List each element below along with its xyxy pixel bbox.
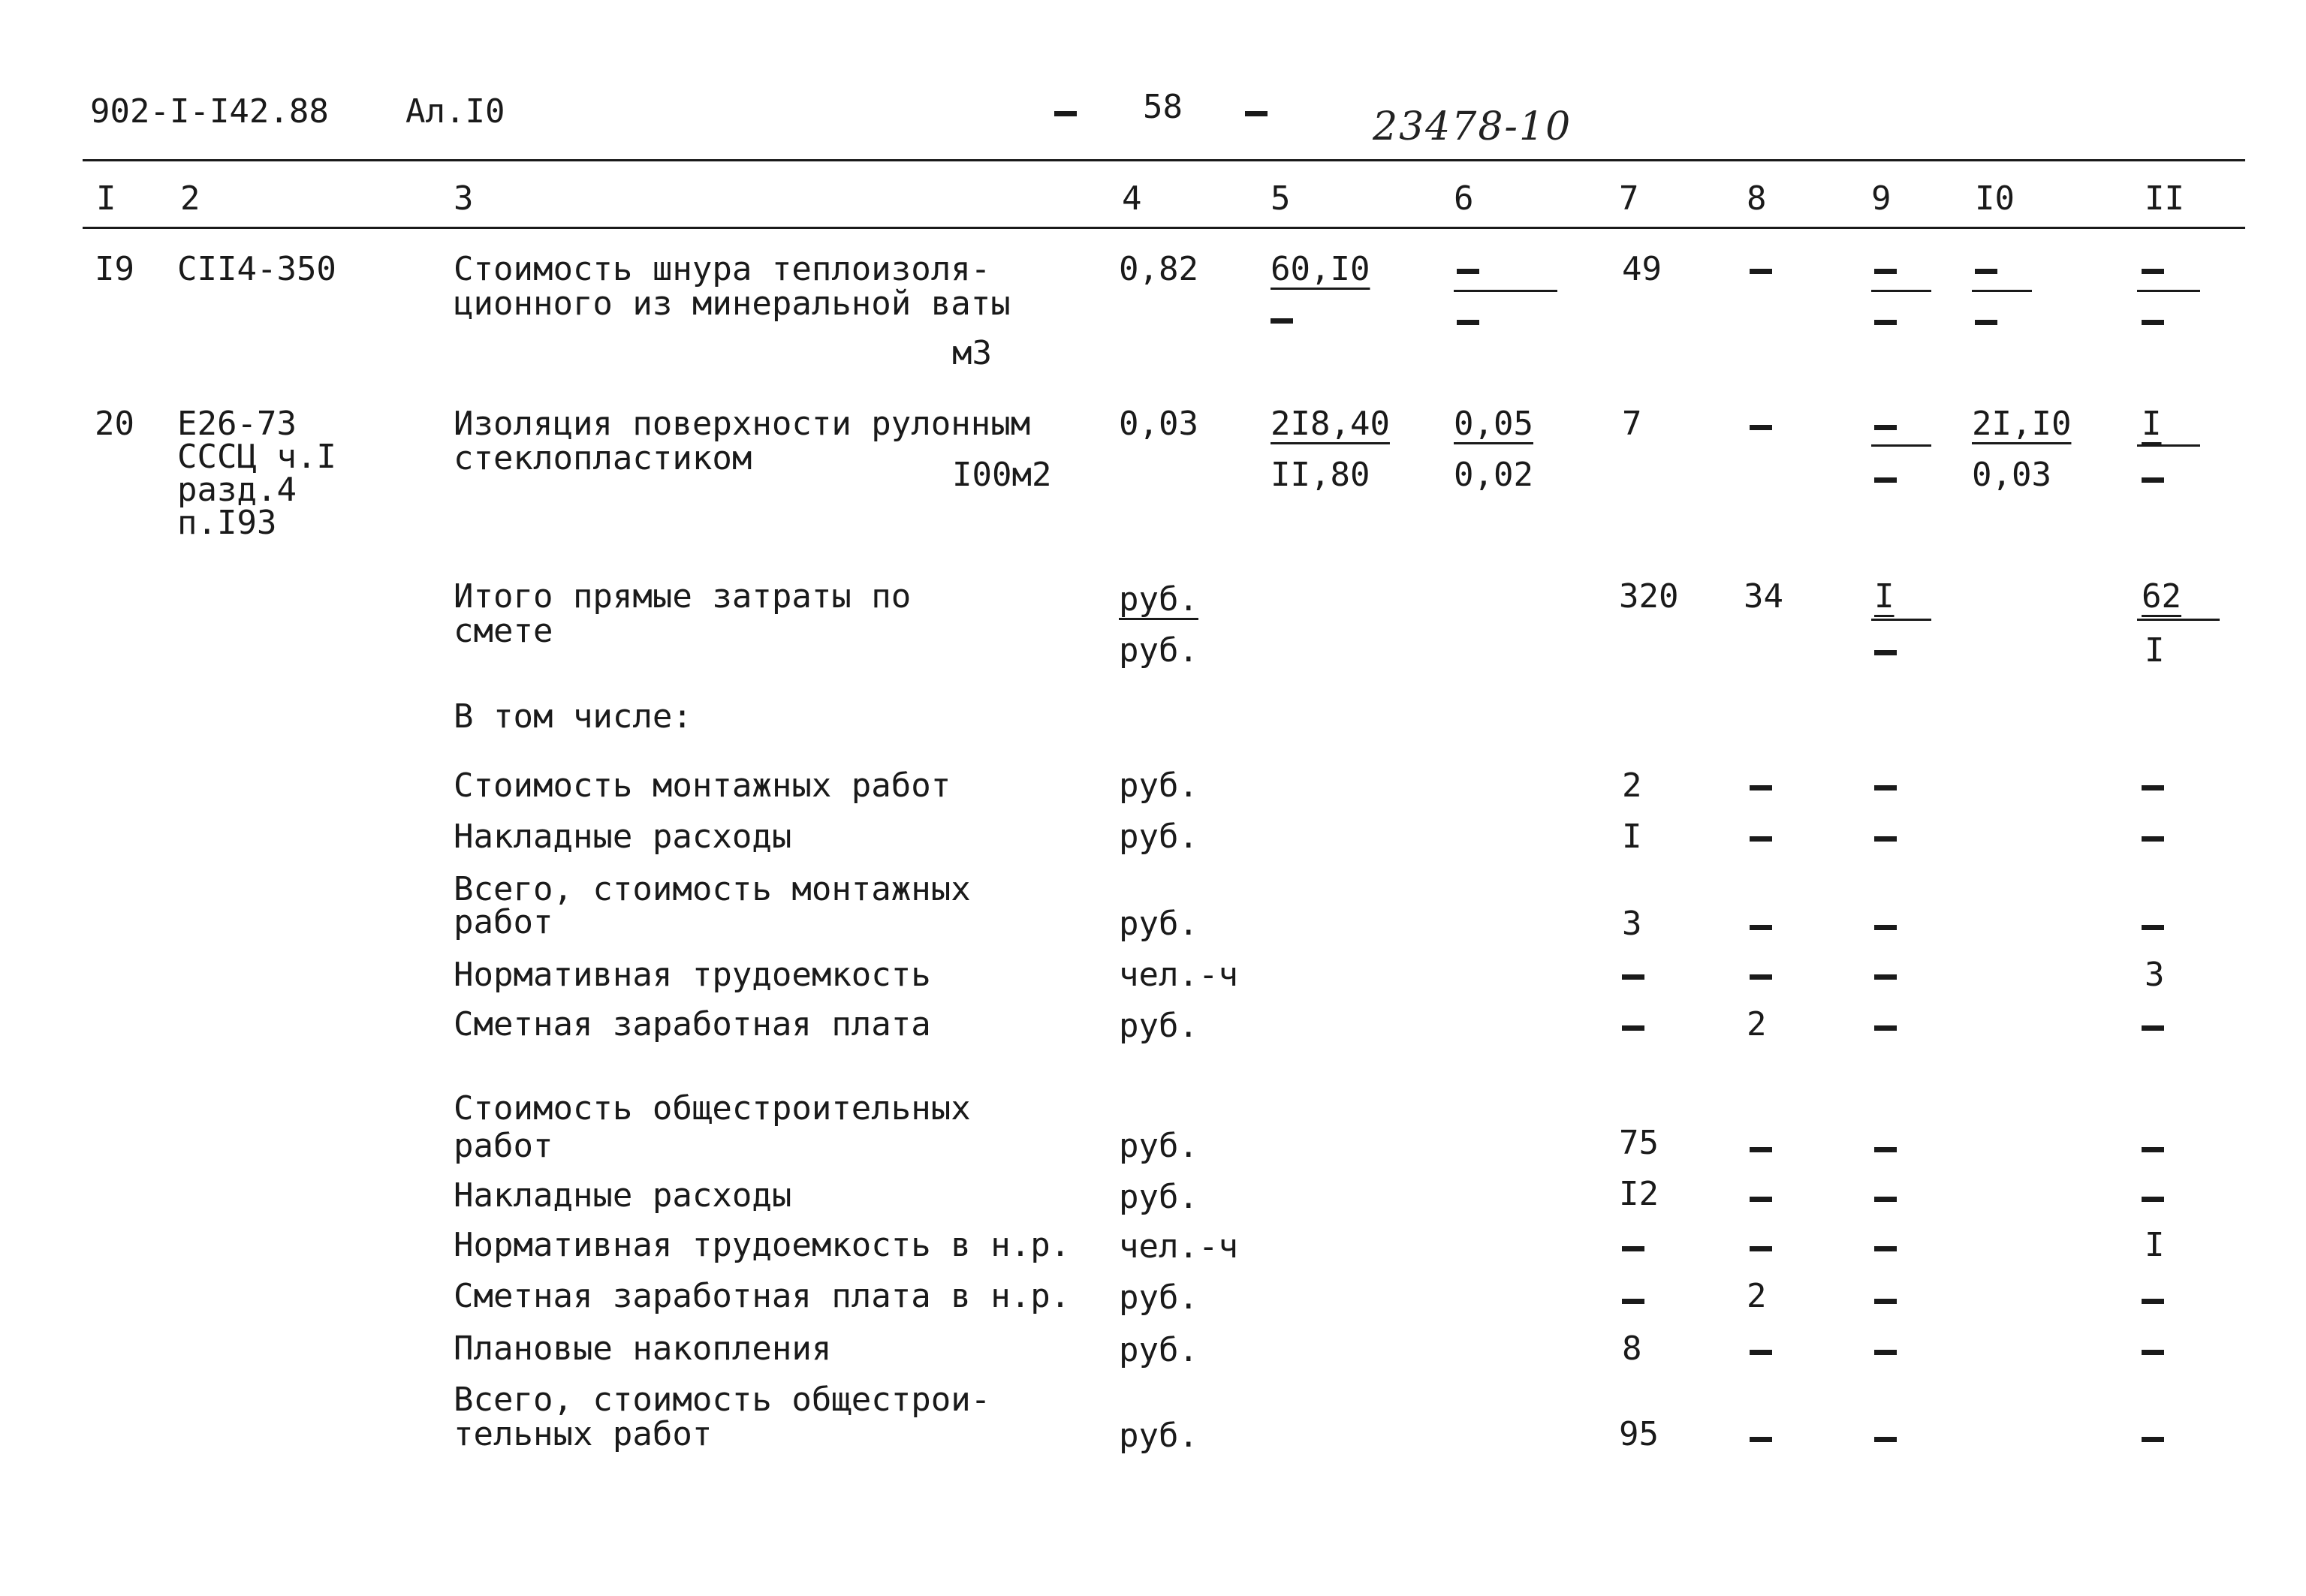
gen-wage-label: Сметная заработная плата в н.р. — [454, 1277, 1071, 1315]
total-label-line1: Итого прямые затраты по — [454, 577, 912, 616]
col-header-3: 3 — [454, 179, 474, 218]
row19-number: I9 — [95, 250, 134, 288]
labor-norm-unit: чел.-ч — [1119, 956, 1238, 994]
mont-total-label-line2: работ — [454, 903, 553, 941]
row19-col10-dash-bot — [1975, 320, 1997, 325]
row19-col8-dash — [1750, 269, 1772, 274]
gen-labor-col8-dash — [1750, 1246, 1772, 1251]
gen-total-label-line1: Всего, стоимость общестрои- — [454, 1381, 991, 1419]
total-label-line2: смете — [454, 612, 553, 650]
gen-total-col9-dash — [1874, 1437, 1897, 1442]
total-unit-bottom: руб. — [1119, 631, 1198, 670]
row19-col6-dash-bot — [1457, 320, 1479, 325]
gen-overhead-col11-dash — [2142, 1197, 2164, 1202]
mont-cost-col7: 2 — [1622, 766, 1642, 805]
row20-col9-line — [1871, 444, 1931, 447]
row20-code-line4: п.I93 — [177, 504, 277, 542]
gen-total-col11-dash — [2142, 1437, 2164, 1442]
mont-total-label-line1: Всего, стоимость монтажных — [454, 870, 971, 908]
mont-overhead-col11-dash — [2142, 836, 2164, 842]
page-dash-left — [1054, 111, 1077, 116]
mont-cost-label: Стоимость монтажных работ — [454, 766, 951, 805]
gen-labor-label: Нормативная трудоемкость в н.р. — [454, 1226, 1071, 1264]
row19-col7: 49 — [1622, 250, 1662, 288]
total-col7: 320 — [1619, 577, 1679, 616]
col-header-2: 2 — [180, 179, 200, 218]
total-col11-bottom: I — [2145, 631, 2165, 670]
labor-norm-label: Нормативная трудоемкость — [454, 956, 931, 994]
gen-total-unit: руб. — [1119, 1417, 1198, 1455]
row20-number: 20 — [95, 405, 134, 443]
col-header-10: I0 — [1975, 179, 2015, 218]
wage-col9-dash — [1874, 1025, 1897, 1031]
col-header-1: I — [96, 179, 116, 218]
mont-total-col11-dash — [2142, 925, 2164, 930]
row20-col9-dash-bot — [1874, 477, 1897, 483]
labor-norm-col7-dash — [1622, 974, 1644, 980]
header-rule — [83, 227, 2245, 229]
mont-total-col7: 3 — [1622, 905, 1642, 943]
row20-col11-line — [2137, 444, 2200, 447]
col-header-9: 9 — [1871, 179, 1892, 218]
plan-savings-col8-dash — [1750, 1350, 1772, 1355]
mont-overhead-col7: I — [1622, 818, 1642, 856]
mont-total-col9-dash — [1874, 925, 1897, 930]
row20-code-line3: разд.4 — [177, 471, 297, 509]
gen-total-col8-dash — [1750, 1437, 1772, 1442]
row19-col9-dash-bot — [1874, 320, 1897, 325]
row19-quantity: 0,82 — [1119, 250, 1198, 288]
plan-savings-unit: руб. — [1119, 1331, 1198, 1369]
row19-col6-line — [1454, 290, 1557, 292]
total-col9-dash-bot — [1874, 650, 1897, 655]
gen-wage-col9-dash — [1874, 1299, 1897, 1304]
row20-col11-dash-bot — [2142, 477, 2164, 483]
total-unit-top: руб. — [1119, 580, 1198, 619]
row20-quantity: 0,03 — [1119, 405, 1198, 443]
row20-col8-dash — [1750, 425, 1772, 430]
handwritten-number: 23478-10 — [1373, 104, 1572, 149]
wage-label: Сметная заработная плата — [454, 1005, 931, 1043]
gen-cost-col8-dash — [1750, 1147, 1772, 1152]
mont-overhead-unit: руб. — [1119, 818, 1198, 856]
mont-cost-col9-dash — [1874, 785, 1897, 790]
row20-col7: 7 — [1622, 405, 1642, 443]
row19-code: CII4-350 — [177, 250, 336, 288]
row20-col5-top: 2I8,40 — [1271, 405, 1390, 443]
row20-col6-top: 0,05 — [1454, 405, 1533, 443]
row19-unit: м3 — [952, 334, 992, 372]
row20-col5-bottom: II,80 — [1271, 456, 1370, 494]
gen-cost-col7: 75 — [1619, 1124, 1659, 1162]
labor-norm-col8-dash — [1750, 974, 1772, 980]
col-header-7: 7 — [1619, 179, 1639, 218]
row20-code-line1: E26-73 — [177, 405, 297, 443]
row20-col6-bottom: 0,02 — [1454, 456, 1533, 494]
gen-wage-col11-dash — [2142, 1299, 2164, 1304]
plan-savings-col9-dash — [1874, 1350, 1897, 1355]
col-header-8: 8 — [1747, 179, 1767, 218]
row19-col10-dash-top — [1975, 269, 1997, 274]
gen-cost-label-line2: работ — [454, 1127, 553, 1165]
row19-col11-line — [2137, 290, 2200, 292]
gen-cost-label-line1: Стоимость общестроительных — [454, 1089, 971, 1128]
row20-code-line2: СССЦ ч.I — [177, 438, 336, 476]
gen-labor-unit: чел.-ч — [1119, 1227, 1238, 1266]
gen-wage-unit: руб. — [1119, 1278, 1198, 1317]
row20-col10-bottom: 0,03 — [1972, 456, 2051, 494]
row19-col6-dash-top — [1457, 269, 1479, 274]
gen-overhead-label: Накладные расходы — [454, 1176, 792, 1215]
including-label: В том числе: — [454, 697, 692, 736]
total-col9-line — [1871, 619, 1931, 621]
wage-col8: 2 — [1747, 1005, 1767, 1043]
gen-overhead-col8-dash — [1750, 1197, 1772, 1202]
wage-unit: руб. — [1119, 1007, 1198, 1045]
gen-total-label-line2: тельных работ — [454, 1415, 713, 1453]
gen-overhead-col9-dash — [1874, 1197, 1897, 1202]
labor-norm-col11: 3 — [2145, 956, 2165, 994]
gen-wage-col7-dash — [1622, 1299, 1644, 1304]
row20-unit: I00м2 — [952, 456, 1052, 494]
plan-savings-col7: 8 — [1622, 1329, 1642, 1368]
wage-col7-dash — [1622, 1025, 1644, 1031]
row19-col11-dash-bot — [2142, 320, 2164, 325]
mont-cost-unit: руб. — [1119, 766, 1198, 805]
plan-savings-col11-dash — [2142, 1350, 2164, 1355]
mont-total-unit: руб. — [1119, 905, 1198, 943]
row19-col9-dash-top — [1874, 269, 1897, 274]
gen-cost-col9-dash — [1874, 1147, 1897, 1152]
row19-desc-line2: ционного из минеральной ваты — [454, 285, 1011, 323]
row19-desc-line1: Стоимость шнура теплоизоля- — [454, 250, 991, 288]
mont-overhead-col9-dash — [1874, 836, 1897, 842]
sheet-label: Ал.I0 — [405, 92, 505, 131]
top-rule — [83, 159, 2245, 161]
col-header-4: 4 — [1122, 179, 1142, 218]
mont-overhead-col8-dash — [1750, 836, 1772, 842]
gen-labor-col9-dash — [1874, 1246, 1897, 1251]
gen-total-col7: 95 — [1619, 1415, 1659, 1453]
col-header-11: II — [2145, 179, 2184, 218]
row20-col10-top: 2I,I0 — [1972, 405, 2072, 443]
row19-col10-line — [1972, 290, 2032, 292]
gen-overhead-unit: руб. — [1119, 1178, 1198, 1216]
labor-norm-col9-dash — [1874, 974, 1897, 980]
document-code: 902-I-I42.88 — [90, 92, 329, 131]
row20-col9-dash-top — [1874, 425, 1897, 430]
total-col11-top: 62 — [2142, 577, 2181, 616]
gen-labor-col11: I — [2145, 1226, 2165, 1264]
wage-col11-dash — [2142, 1025, 2164, 1031]
page-number: 58 — [1143, 88, 1183, 126]
row20-desc-line2: стеклопластиком — [454, 439, 752, 477]
gen-wage-col8: 2 — [1747, 1277, 1767, 1315]
plan-savings-label: Плановые накопления — [454, 1329, 832, 1368]
row19-col5: 60,I0 — [1271, 250, 1370, 288]
row19-col5-dash — [1271, 318, 1293, 324]
page-dash-right — [1245, 111, 1268, 116]
total-col11-line — [2137, 619, 2220, 621]
row20-desc-line1: Изоляция поверхности рулонным — [454, 405, 1031, 443]
col-header-6: 6 — [1454, 179, 1474, 218]
gen-overhead-col7: I2 — [1619, 1175, 1659, 1213]
total-col8: 34 — [1744, 577, 1783, 616]
mont-cost-col8-dash — [1750, 785, 1772, 790]
row20-col11-top: I — [2142, 405, 2162, 443]
mont-cost-col11-dash — [2142, 785, 2164, 790]
total-col9: I — [1874, 577, 1895, 616]
mont-total-col8-dash — [1750, 925, 1772, 930]
mont-overhead-label: Накладные расходы — [454, 818, 792, 856]
row19-col11-dash-top — [2142, 269, 2164, 274]
gen-labor-col7-dash — [1622, 1246, 1644, 1251]
row19-col9-line — [1871, 290, 1931, 292]
gen-cost-unit: руб. — [1119, 1127, 1198, 1165]
gen-cost-col11-dash — [2142, 1147, 2164, 1152]
col-header-5: 5 — [1271, 179, 1291, 218]
